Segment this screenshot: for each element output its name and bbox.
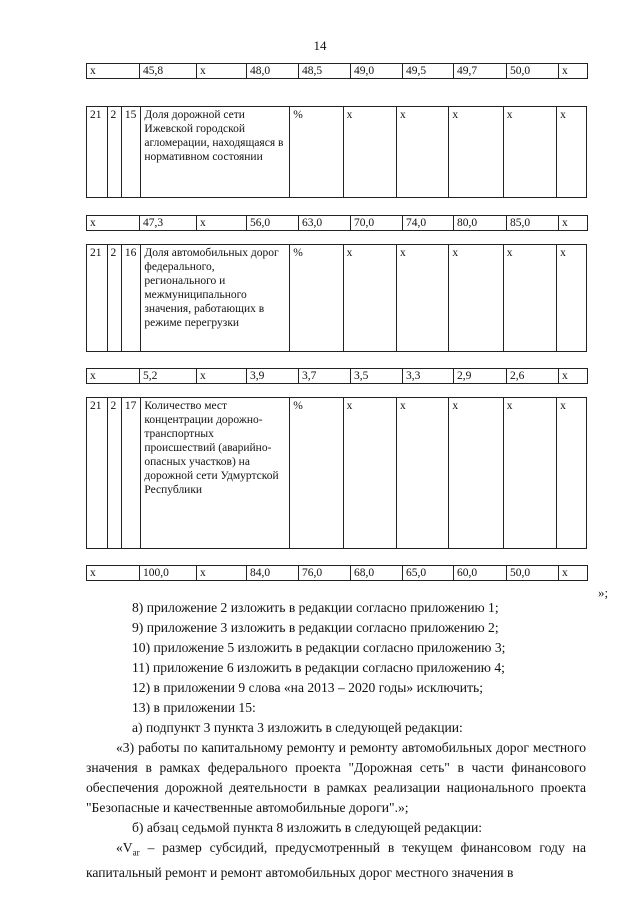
value-cell: x	[557, 398, 587, 549]
value-cell: x	[503, 107, 556, 198]
value-cell: x	[557, 245, 587, 352]
value-cell: 100,0	[140, 566, 197, 581]
unit-cell: %	[290, 107, 343, 198]
value-cell: x	[197, 566, 247, 581]
list-item: 11) приложение 6 изложить в редакции согласно приложению 4;	[132, 660, 505, 675]
value-cell: 70,0	[351, 216, 403, 231]
table-row	[87, 566, 588, 581]
quoted-paragraph: «3) работы по капитальному ремонту и ремонту автомобильных дорог местного значения в рамках федерального проекта "Дорожная сеть" в части финансового обеспечения дорожной деятельности в рамках реализации национального проекта "Безопасные и качественные автомобильные дороги".»;	[86, 740, 586, 815]
value-cell: x	[503, 398, 556, 549]
indicator-name: Доля дорожной сети Ижевской городской агломерации, находящаяся в нормативном состоянии	[141, 107, 290, 198]
amendment-text	[86, 598, 586, 883]
value-cell: x	[559, 216, 588, 231]
formula-subscript: ar	[132, 847, 140, 858]
code-cell: 15	[121, 107, 141, 198]
value-cell: x	[197, 216, 247, 231]
indicator-table-17	[86, 397, 587, 549]
value-cell: x	[449, 245, 503, 352]
list-item: 12) в приложении 9 слова «на 2013 – 2020 годы» исключить;	[132, 680, 483, 695]
code-cell: 2	[107, 398, 121, 549]
list-item: 10) приложение 5 изложить в редакции согласно приложению 3;	[132, 640, 506, 655]
indicator-table-16	[86, 244, 587, 352]
value-cell: x	[503, 245, 556, 352]
list-item: а) подпункт 3 пункта 3 изложить в следующей редакции:	[132, 720, 463, 735]
value-cell: 3,7	[299, 369, 351, 384]
value-cell: x	[343, 107, 396, 198]
indicator-name: Доля автомобильных дорог федерального, регионального и межмуниципального значения, работающих в режиме перегрузки	[141, 245, 290, 352]
indicator-table-15	[86, 106, 587, 198]
values-table-2	[86, 215, 588, 231]
table-row	[87, 245, 587, 352]
value-cell: 48,5	[299, 64, 351, 79]
values-table-1	[86, 63, 588, 79]
value-cell: x	[397, 245, 449, 352]
value-cell: 45,8	[140, 64, 197, 79]
value-cell: x	[343, 398, 396, 549]
unit-cell: %	[290, 398, 343, 549]
code-cell: 21	[87, 398, 108, 549]
value-cell: 2,6	[507, 369, 559, 384]
list-item: 8) приложение 2 изложить в редакции согласно приложению 1;	[132, 600, 499, 615]
value-cell: x	[449, 107, 503, 198]
value-cell: 49,0	[351, 64, 403, 79]
value-cell: 47,3	[140, 216, 197, 231]
value-cell: 80,0	[454, 216, 507, 231]
value-cell: x	[449, 398, 503, 549]
value-cell: 3,3	[403, 369, 454, 384]
quoted-paragraph-2	[86, 838, 586, 883]
value-cell: x	[559, 566, 588, 581]
table-row	[87, 216, 588, 231]
value-cell: x	[397, 398, 449, 549]
value-cell: x	[559, 64, 588, 79]
value-cell: 84,0	[247, 566, 299, 581]
code-cell: 2	[107, 107, 121, 198]
value-cell: x	[87, 369, 140, 384]
value-cell: 56,0	[247, 216, 299, 231]
table-row	[87, 369, 588, 384]
value-cell: 85,0	[507, 216, 559, 231]
list-item: б) абзац седьмой пункта 8 изложить в следующей редакции:	[132, 820, 483, 835]
closing-quote: »;	[598, 585, 609, 600]
values-table-3	[86, 368, 588, 384]
value-cell: x	[197, 369, 247, 384]
paragraph-text: – размер субсидий, предусмотренный в текущем финансовом году на капитальный ремонт и ремонт автомобильных дорог местного значения в	[86, 840, 586, 880]
value-cell: x	[197, 64, 247, 79]
code-cell: 16	[121, 245, 141, 352]
value-cell: 48,0	[247, 64, 299, 79]
value-cell: 74,0	[403, 216, 454, 231]
code-cell: 21	[87, 107, 108, 198]
table-row	[87, 398, 587, 549]
table-row	[87, 64, 588, 79]
code-cell: 21	[87, 245, 108, 352]
value-cell: 63,0	[299, 216, 351, 231]
value-cell: x	[87, 566, 140, 581]
value-cell: x	[559, 369, 588, 384]
value-cell: 3,5	[351, 369, 403, 384]
code-cell: 17	[121, 398, 141, 549]
value-cell: x	[87, 216, 140, 231]
value-cell: 65,0	[403, 566, 454, 581]
page-number: 14	[313, 38, 327, 53]
unit-cell: %	[290, 245, 343, 352]
value-cell: 50,0	[507, 566, 559, 581]
value-cell: 49,5	[403, 64, 454, 79]
value-cell: 50,0	[507, 64, 559, 79]
value-cell: 49,7	[454, 64, 507, 79]
value-cell: x	[397, 107, 449, 198]
value-cell: 76,0	[299, 566, 351, 581]
value-cell: 5,2	[140, 369, 197, 384]
values-table-4	[86, 565, 588, 581]
value-cell: x	[343, 245, 396, 352]
table-row	[87, 107, 587, 198]
value-cell: 2,9	[454, 369, 507, 384]
code-cell: 2	[107, 245, 121, 352]
value-cell: 68,0	[351, 566, 403, 581]
indicator-name: Количество мест концентрации дорожно-транспортных происшествий (аварийно-опасных участков) на дорожной сети Удмуртской Республики	[141, 398, 290, 549]
value-cell: x	[87, 64, 140, 79]
value-cell: 60,0	[454, 566, 507, 581]
value-cell: 3,9	[247, 369, 299, 384]
list-item: 13) в приложении 15:	[132, 700, 256, 715]
list-item: 9) приложение 3 изложить в редакции согласно приложению 2;	[132, 620, 499, 635]
value-cell: x	[557, 107, 587, 198]
formula-symbol: «V	[116, 840, 133, 855]
